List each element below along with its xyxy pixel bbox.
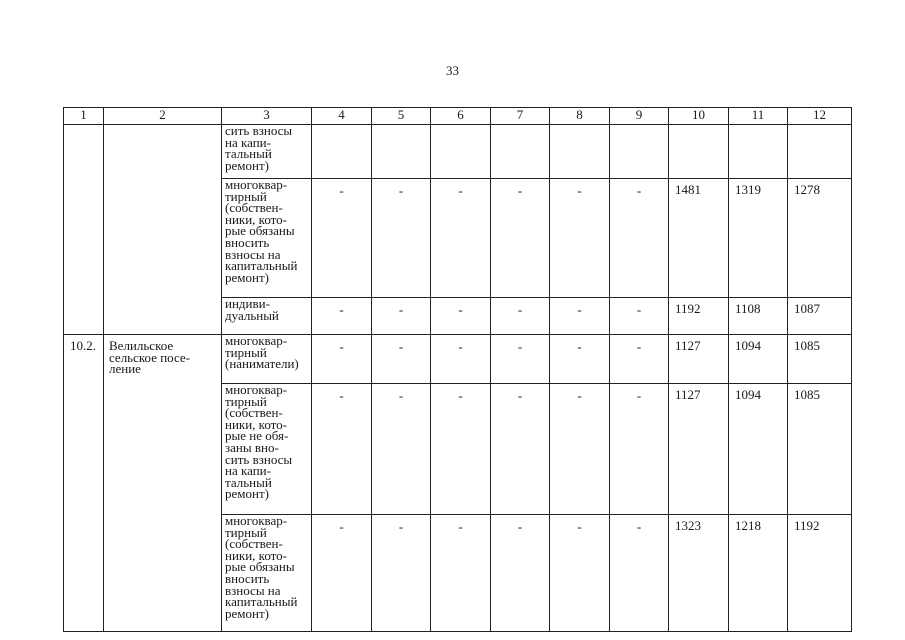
housing-type-line: вносить [225, 570, 270, 586]
housing-type-line: рые не обя- [225, 428, 289, 444]
housing-type-cell [222, 125, 312, 179]
dash-cell: - [491, 179, 550, 298]
housing-type-line: ремонт) [225, 605, 269, 621]
value-cell: 1481 [669, 179, 729, 298]
dash-cell [491, 125, 550, 179]
dash-cell: - [372, 384, 431, 515]
table-row [64, 335, 852, 384]
header-cell: 11 [729, 108, 788, 125]
housing-type-line: многоквар- [225, 513, 288, 528]
table-row [64, 125, 852, 179]
housing-type-line: на капи- [225, 463, 271, 479]
value-cell: 1192 [669, 298, 729, 335]
dash-cell: - [312, 515, 372, 632]
dash-cell: - [431, 179, 491, 298]
housing-type-line: (собствен- [225, 200, 283, 216]
dash-cell: - [610, 515, 669, 632]
dash-cell: - [491, 515, 550, 632]
housing-type-line: ники, кото- [225, 211, 288, 227]
dash-cell [550, 125, 610, 179]
dash-cell: - [491, 335, 550, 384]
housing-type-line: заны вно- [225, 439, 279, 455]
dash-cell: - [372, 335, 431, 384]
housing-type-cell [222, 179, 312, 298]
tariff-table [63, 107, 852, 632]
settlement-cell [104, 125, 222, 335]
dash-cell: - [610, 384, 669, 515]
dash-cell [431, 125, 491, 179]
header-cell: 1 [64, 108, 104, 125]
value-cell: 1094 [729, 384, 788, 515]
header-cell: 12 [788, 108, 852, 125]
dash-cell: - [550, 179, 610, 298]
dash-cell: - [431, 335, 491, 384]
housing-type-line: капитальный [225, 594, 298, 610]
housing-type-line: взносы на [225, 246, 281, 262]
dash-cell [312, 125, 372, 179]
value-cell: 1127 [669, 335, 729, 384]
housing-type-cell [222, 298, 312, 335]
housing-type-line: капитальный [225, 258, 298, 274]
dash-cell: - [491, 384, 550, 515]
dash-cell: - [431, 515, 491, 632]
dash-cell: - [550, 298, 610, 335]
housing-type-line: многоквар- [225, 177, 288, 192]
header-cell: 4 [312, 108, 372, 125]
dash-cell: - [312, 384, 372, 515]
dash-cell: - [431, 384, 491, 515]
housing-type-cell [222, 335, 312, 384]
dash-cell: - [372, 515, 431, 632]
dash-cell [610, 125, 669, 179]
housing-type-line: рые обязаны [225, 223, 295, 239]
dash-cell: - [610, 298, 669, 335]
housing-type-line: вносить [225, 234, 270, 250]
dash-cell: - [312, 179, 372, 298]
header-cell: 7 [491, 108, 550, 125]
housing-type-line: ники, кото- [225, 547, 288, 563]
housing-type-line: (наниматели) [225, 356, 299, 372]
dash-cell: - [610, 179, 669, 298]
header-cell: 6 [431, 108, 491, 125]
value-cell: 1278 [788, 179, 852, 298]
dash-cell: - [550, 384, 610, 515]
header-row [64, 108, 852, 125]
housing-type-line: дуальный [225, 307, 279, 323]
value-cell: 1323 [669, 515, 729, 632]
value-cell: 1192 [788, 515, 852, 632]
housing-type-line: (собствен- [225, 405, 283, 421]
dash-cell: - [550, 515, 610, 632]
dash-cell: - [372, 179, 431, 298]
row-number-cell: 10.2. [64, 335, 104, 632]
housing-type-line: многоквар- [225, 333, 288, 348]
value-cell: 1085 [788, 384, 852, 515]
value-cell [669, 125, 729, 179]
value-cell: 1085 [788, 335, 852, 384]
settlement-cell [104, 335, 222, 632]
settlement-name-line: ление [109, 361, 141, 377]
dash-cell: - [372, 298, 431, 335]
housing-type-cell [222, 515, 312, 632]
housing-type-line: ремонт) [225, 269, 269, 285]
value-cell: 1218 [729, 515, 788, 632]
housing-type-line: сить взносы [225, 123, 293, 138]
housing-type-line: индиви- [225, 296, 270, 311]
value-cell: 1108 [729, 298, 788, 335]
value-cell: 1127 [669, 384, 729, 515]
dash-cell: - [610, 335, 669, 384]
housing-type-line: тальный [225, 474, 272, 490]
dash-cell: - [491, 298, 550, 335]
header-cell: 3 [222, 108, 312, 125]
housing-type-line: тирный [225, 524, 267, 540]
housing-type-cell [222, 384, 312, 515]
housing-type-line: тирный [225, 393, 267, 409]
housing-type-line: взносы на [225, 582, 281, 598]
value-cell: 1319 [729, 179, 788, 298]
dash-cell [372, 125, 431, 179]
page-number: 33 [446, 63, 459, 78]
housing-type-line: тальный [225, 146, 272, 162]
dash-cell: - [431, 298, 491, 335]
header-cell: 9 [610, 108, 669, 125]
header-cell: 2 [104, 108, 222, 125]
header-cell: 8 [550, 108, 610, 125]
dash-cell: - [312, 335, 372, 384]
dash-cell: - [312, 298, 372, 335]
settlement-name-line: сельское посе- [109, 349, 191, 365]
housing-type-line: многоквар- [225, 382, 288, 397]
row-number-cell [64, 125, 104, 335]
housing-type-line: тирный [225, 344, 267, 360]
housing-type-line: ремонт) [225, 486, 269, 502]
housing-type-line: (собствен- [225, 536, 283, 552]
housing-type-line: сить взносы [225, 451, 293, 467]
housing-type-line: на капи- [225, 134, 271, 150]
value-cell: 1094 [729, 335, 788, 384]
header-cell: 10 [669, 108, 729, 125]
settlement-name-line: Велильское [109, 338, 174, 353]
header-cell: 5 [372, 108, 431, 125]
value-cell [788, 125, 852, 179]
dash-cell: - [550, 335, 610, 384]
value-cell [729, 125, 788, 179]
housing-type-line: тирный [225, 188, 267, 204]
housing-type-line: ники, кото- [225, 416, 288, 432]
housing-type-line: ремонт) [225, 157, 269, 173]
value-cell: 1087 [788, 298, 852, 335]
housing-type-line: рые обязаны [225, 559, 295, 575]
